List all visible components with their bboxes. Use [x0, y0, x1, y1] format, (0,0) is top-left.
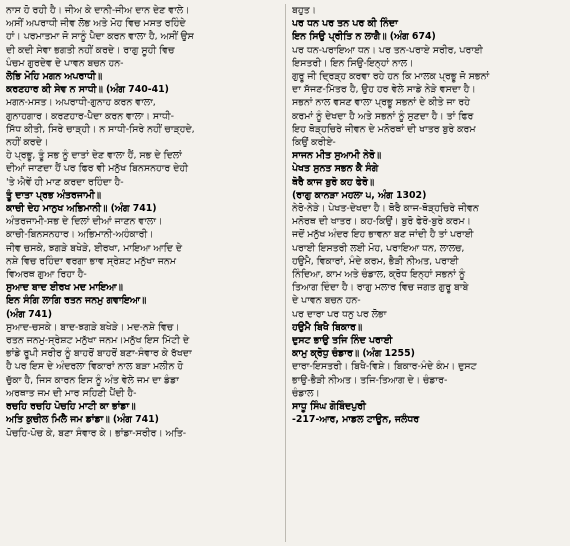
text-line: ਹਉਮੈ, ਵਿਕਾਰਾਂ, ਮੰਦੇ ਕਰਮ, ਭੈੜੀ ਨੀਅਤ, ਪਰਾਈ	[292, 255, 459, 267]
quote-line: ਕਾਮੁ ਕ੍ਰੋਧੁ ਚੰਡਾਰ॥ (ਅੰਗ 1255)	[292, 348, 415, 360]
text-line: ਮਗਨ-ਮਸਤ। ਅਪਰਾਧੀ-ਗੁਨਾਹ ਕਰਨ ਵਾਲਾ,	[6, 97, 156, 109]
text-line: ਕਿਉਂ ਕਰੀਏ-	[292, 137, 336, 149]
text-line: ਦਾਰਾ-ਇਸਤਰੀ। ਬਿਖੈ-ਵਿਸ਼ੇ। ਬਿਕਾਰ-ਮੰਦੇ ਕੰਮ। ਦੁਸਟ	[292, 361, 477, 373]
text-line: ਨਹੀਂ ਕਰਦੇ।	[6, 137, 49, 149]
quote-line: ਥੋਰੈ ਕਾਜ ਬੁਰੋ ਕਹ ਫੇਰੋ॥	[292, 176, 375, 188]
quote-line: ਕਾਚੀ ਦੇਹ ਮਾਨੁਖ ਅਭਿਮਾਨੀ॥ (ਅੰਗ 741)	[6, 203, 157, 215]
text-line: ਹੈ ਪਰ ਇਸ ਦੇ ਅੰਦਰਲਾ ਵਿਕਾਰਾਂ ਨਾਲ ਬੜਾ ਮਲੀਨ ਹੋ	[6, 361, 184, 373]
text-line: ਪਰ ਦਾਰਾ ਪਰ ਧਨੁ ਪਰ ਲੋਭਾ	[292, 308, 387, 320]
quote-line: ਲੋਭਿ ਮੋਹਿ ਮਗਨ ਅਪਰਾਧੀ॥	[6, 71, 103, 83]
text-line: ਪਰ ਧਨ-ਪਰਾਇਆ ਧਨ। ਪਰ ਤਨ-ਪਰਾਏ ਸਰੀਰ, ਪਰਾਈ	[292, 44, 483, 56]
text-line: ਚੰਡਾਲ।	[292, 387, 320, 399]
text-line: ਨਸ਼ੇ ਵਿਚ ਰਹਿੰਦਾ ਵਰਗਾ ਭਾਵ ਸ੍ਰੇਸ਼ਟ ਮਨੁੱਖਾ ਜਨਮ	[6, 255, 176, 267]
text-line: ਪਰਾਈ ਇਸਤਰੀ ਲਈ ਮੋਹ, ਪਰਾਇਆ ਧਨ, ਲਾਲਚ,	[292, 242, 465, 254]
text-line: ਜੀਵ ਚਸਕੇ, ਝਗੜੇ ਬਖੇੜੇ, ਈਰਖਾ, ਮਾਇਆ ਆਦਿ ਦੇ	[6, 242, 182, 254]
quote-line: ਪਰ ਧਨ ਪਰ ਤਨ ਪਰ ਕੀ ਨਿੰਦਾ	[292, 18, 398, 30]
text-line: ਭਾਉ-ਭੈੜੀ ਨੀਅਤ। ਤਜਿ-ਤਿਆਗ ਦੇ। ਚੰਡਾਰ-	[292, 374, 448, 386]
text-line: ਪੰਚਮ ਗੁਰਦੇਵ ਦੇ ਪਾਵਨ ਬਚਨ ਹਨ-	[6, 57, 124, 69]
text-line: ਸੁਆਦ-ਚਸਕੇ। ਬਾਦ-ਝਗੜੇ ਬਖੇੜੇ। ਮਦ-ਨਸ਼ੇ ਵਿਚ।	[6, 321, 180, 333]
quote-line: ਇਨ ਸੰਗਿ ਲਾਗਿ ਰਤਨ ਜਨਮੁ ਗਵਾਇਆ॥	[6, 295, 147, 307]
text-line: ਹੇ ਪ੍ਰਭੂ, ਤੂੰ ਸਭ ਨੂੰ ਦਾਤਾਂ ਦੇਣ ਵਾਲਾ ਹੈਂ, ਸਭ ਦੇ ਦਿਲਾਂ	[6, 150, 182, 162]
text-line: ਨੇਰੋ-ਨੇੜੇ। ਪੇਖਤ-ਦੇਖਦਾ ਹੈ। ਥੋਰੈ ਕਾਜ-ਥੋੜ੍ਹਚਿਰੇ ਜੀਵਨ	[292, 203, 479, 215]
text-line: ਬਹੁਤ।	[292, 5, 316, 16]
quote-line: ਇਨ ਸਿਉ ਪ੍ਰੀਤਿ ਨ ਲਾਗੈ॥ (ਅੰਗ 674)	[292, 31, 436, 43]
right-column	[285, 4, 564, 542]
text-line: ਭਾਂਡੇ ਰੂਪੀ ਸਰੀਰ ਨੂੰ ਬਾਹਰੋਂ ਬਾਹਰੋਂ ਬਣਾ-ਸੰਵਾਰ ਕੇ ਰੱਖਦਾ	[6, 348, 192, 360]
text-line: ਪੋਚਹਿ-ਪੋਚ ਕੇ, ਬਣਾ ਸੰਵਾਰ ਕੇ। ਭਾਂਡਾ-ਸਰੀਰ। ਅਤਿ-	[6, 427, 187, 439]
quote-line: ਪੇਖਤ ਸੁਨਤ ਸਭਨ ਕੈ ਸੰਗੇ	[292, 163, 379, 175]
text-line: ਅੰਤਰਜਾਮੀ-ਸਭ ਦੇ ਦਿਲਾਂ ਦੀਆਂ ਜਾਣਨ ਵਾਲਾ।	[6, 216, 163, 228]
quote-line: ਰਚਹਿ ਰਚਹਿ ਪੋਚਹਿ ਮਾਟੀ ਕਾ ਭਾਂਡਾ॥	[6, 401, 136, 413]
quote-line: ਸਾਧੂ ਸਿੰਘ ਗੋਬਿੰਦਪੁਰੀ	[292, 401, 366, 413]
text-line: ਸਿੱਧ ਕੀਤੀ, ਸਿਰੇ ਚਾੜ੍ਹੀ। ਨ ਸਾਧੀ-ਸਿਰੇ ਨਹੀਂ ਚਾੜ੍ਹਦੇ,	[6, 123, 195, 135]
text-line: ਨਾਸ ਹੋ ਰਹੀ ਹੈ। ਜੀਅ ਕੇ ਦਾਨੀ-ਜੀਅ ਦਾਨ ਦੇਣ ਵਾਲੇ।	[6, 5, 190, 16]
text-line: ਚੁੱਕਾ ਹੈ, ਜਿਸ ਕਾਰਨ ਇਸ ਨੂੰ ਅੰਤ ਵੇਲੇ ਜਮ ਦਾ ਡੰਡਾ	[6, 374, 179, 386]
text-line: ਦੀਆਂ ਜਾਣਦਾ ਹੈਂ ਪਰ ਫਿਰ ਵੀ ਮਨੁੱਖ ਬਿਨਸਨਹਾਰ ਦੇਹੀ	[6, 163, 188, 175]
quote-line: ਕਰਣਹਾਰ ਕੀ ਸੇਵ ਨ ਸਾਧੀ॥ (ਅੰਗ 740-41)	[6, 84, 169, 96]
quote-line: ਦੁਸਟ ਭਾਉ ਤਜਿ ਨਿੰਦ ਪਰਾਈ	[292, 335, 393, 347]
quote-line: ਹਉਮੈ ਬਿਖੈ ਬਿਕਾਰ॥	[292, 321, 363, 333]
text-line: ਕਾਚੀ-ਬਿਨਸਨਹਾਰ। ਅਭਿਮਾਨੀ-ਅਹੰਕਾਰੀ।	[6, 229, 154, 241]
text-line: ਅਸੀਂ ਅਪਰਾਧੀ ਜੀਵ ਲੋਭ ਅਤੇ ਮੋਹ ਵਿਚ ਮਸਤ ਰਹਿੰਦੇ	[6, 18, 186, 30]
text-line: ਗੁਨਾਹਗਾਰ। ਕਰਣਹਾਰ-ਪੈਦਾ ਕਰਨ ਵਾਲਾ। ਸਾਧੀ-	[6, 110, 174, 122]
text-line: ਗੁਰੂ ਜੀ ਦ੍ਰਿੜ੍ਹ ਕਰਵਾ ਰਹੇ ਹਨ ਕਿ ਮਾਲਕ ਪ੍ਰਭੂ ਜੋ ਸਭਨਾਂ	[292, 71, 490, 83]
text-line: ਇਸਤਰੀ। ਇਨ ਸਿਉ-ਇਨ੍ਹਾਂ ਨਾਲ।	[292, 57, 414, 69]
quote-line: ਤੂੰ ਦਾਤਾ ਪ੍ਰਭ ਅੰਤਰਜਾਮੀ॥	[6, 189, 101, 201]
text-line: ਸਭਨਾਂ ਨਾਲ ਵਸਣ ਵਾਲਾ ਪ੍ਰਭੂ ਸਭਨਾਂ ਦੇ ਕੀਤੇ ਜਾ ਰਹੇ	[292, 97, 470, 109]
text-line: ਕਰਮਾਂ ਨੂੰ ਦੇਖਦਾ ਹੈ ਅਤੇ ਸਭਨਾਂ ਨੂੰ ਸੁਣਦਾ ਹੈ। ਤਾਂ ਫਿਰ	[292, 110, 474, 122]
text-line: ਤਿਆਗ ਦਿੰਦਾ ਹੈ। ਰਾਗੁ ਮਲਾਰ ਵਿਚ ਜਗਤ ਗੁਰੂ ਬਾਬੇ	[292, 282, 469, 294]
text-line: ਵਿਅਰਥ ਗੁਆ ਰਿਹਾ ਹੈ-	[6, 269, 87, 281]
quote-line: ਸੁਆਦ ਬਾਦ ਈਰਖ ਮਦ ਮਾਇਆ॥	[6, 282, 123, 294]
text-line: ਨਿੰਦਿਆ, ਕਾਮ ਅਤੇ ਚੰਡਾਲ, ਕ੍ਰੋਧ ਇਨ੍ਹਾਂ ਸਭਨਾਂ ਨੂੰ	[292, 269, 465, 281]
text-line: ਮਨੋਰਥ ਦੀ ਖਾਤਰ। ਕਹ-ਕਿਉਂ। ਬੁਰੋ ਫੇਰੋ-ਬੁਰੇ ਕਰਮ।	[292, 216, 471, 228]
text-line: ਹਾਂ। ਪਰਮਾਤਮਾ ਜੋ ਸਾਨੂੰ ਪੈਦਾ ਕਰਨ ਵਾਲਾ ਹੈ, ਅਸੀਂ ਉਸ	[6, 31, 194, 43]
text-line: ਅਰਥਾਤ ਜਮ ਦੀ ਮਾਰ ਸਹਿਣੀ ਪੈਂਦੀ ਹੈ-	[6, 387, 137, 399]
text-line: ਦੇ ਪਾਵਨ ਬਚਨ ਹਨ-	[292, 295, 361, 307]
text-line: ਰਤਨ ਜਨਮੁ-ਸ੍ਰੇਸ਼ਟ ਮਨੁੱਖਾ ਜਨਮ।ਮਨੁੱਖ ਇਸ ਮਿੱਟੀ ਦੇ	[6, 335, 190, 347]
text-line: ਦੀ ਕਦੀ ਸੇਵਾ ਭਗਤੀ ਨਹੀਂ ਕਰਦੇ। ਰਾਗੁ ਸੂਹੀ ਵਿਚ	[6, 44, 175, 56]
text-line: ਜਦੋਂ ਮਨੁੱਖ ਅੰਦਰ ਇਹ ਭਾਵਨਾ ਬਣ ਜਾਂਦੀ ਹੈ ਤਾਂ ਪਰਾਈ	[292, 229, 474, 241]
text-line: 'ਤੇ ਐਵੇਂ ਹੀ ਮਾਣ ਕਰਦਾ ਰਹਿੰਦਾ ਹੈ-	[6, 176, 124, 188]
quote-line: ਸਾਜਨ ਮੀਤ ਸੁਆਮੀ ਨੇਰੋ॥	[292, 150, 382, 162]
quote-line: ਅਤਿ ਕੁਚੀਲ ਮਿਲੈ ਜਮ ਡਾਂਡਾ॥ (ਅੰਗ 741)	[6, 414, 159, 426]
text-line: ਇਹ ਥੋੜ੍ਹਚਿਰੇ ਜੀਵਨ ਦੇ ਮਨੋਰਥਾਂ ਦੀ ਖਾਤਰ ਬੁਰੇ ਕਰਮ	[292, 123, 476, 135]
quote-line: -217-ਆਰ, ਮਾਡਲ ਟਾਊਨ, ਜਲੰਧਰ	[292, 414, 420, 426]
left-column	[6, 4, 285, 542]
quote-line: (ਅੰਗ 741)	[6, 308, 52, 320]
text-line: ਦਾ ਸੱਜਣ-ਮਿੱਤਰ ਹੈ, ਉਹ ਹਰ ਵੇਲੇ ਸਾਡੇ ਨੇੜੇ ਵਸਦਾ ਹੈ।	[292, 84, 476, 96]
quote-line: (ਰਾਗੁ ਕਾਨੜਾ ਮਹਲਾ ੫, ਅੰਗ 1302)	[292, 189, 427, 201]
